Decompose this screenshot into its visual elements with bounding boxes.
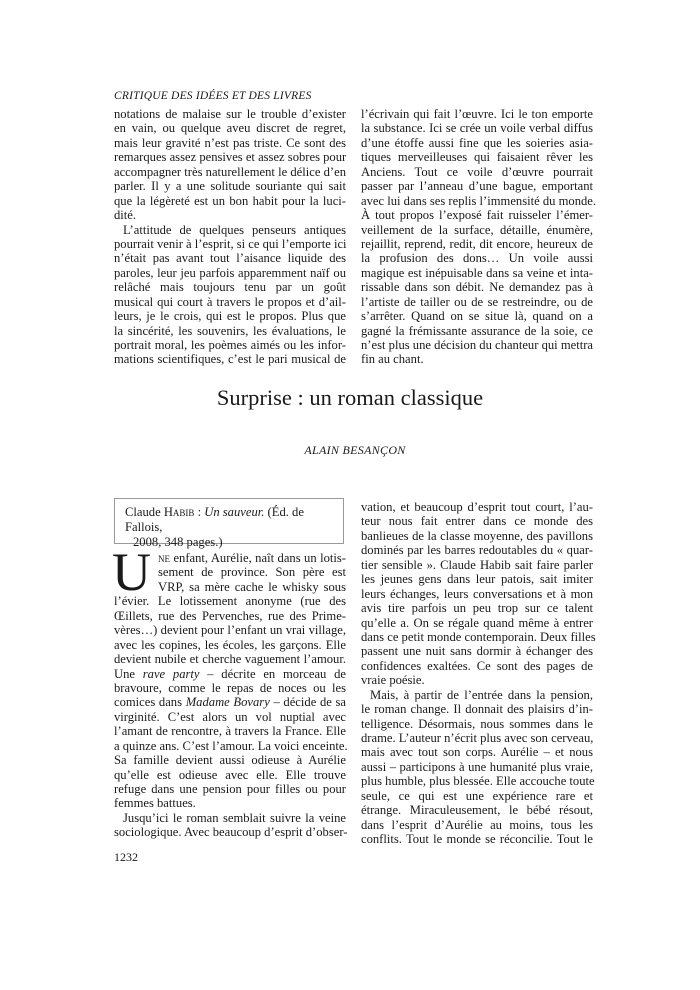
reference-line-1	[125, 505, 335, 535]
book-title: Un sauveur.	[204, 505, 265, 519]
line-text: – décide de sa	[269, 695, 346, 710]
text-line: Sa famille devient aussi odieuse à Aurélie	[114, 753, 346, 768]
text-line: leurs échanges, leurs conversations et à mon	[361, 586, 593, 601]
text-line: telligence. Désormais, nous sommes dans le	[361, 716, 593, 731]
author-first-name: Claude	[125, 505, 164, 519]
text-line	[114, 551, 346, 565]
text-line: en vain, ou quelque aveu discret de regret,	[114, 121, 346, 136]
text-line: passer par l’anneau d’une bague, emportant	[361, 179, 593, 194]
text-line: Œillets, rue des Pervenches, rue des Prime-	[114, 608, 346, 623]
text-line: seule, ce qui est une expérience rare et	[361, 788, 593, 803]
text-line: la sincérité, les souvenirs, les évaluations, le	[114, 323, 346, 338]
text-line: aussi – participons à une humanité plus vraie,	[361, 759, 593, 774]
running-head: CRITIQUE DES IDÉES ET DES LIVRES	[114, 90, 312, 102]
text-line: Anciens. Tout ce voile d’œuvre pourrait	[361, 164, 593, 179]
text-line: Jusqu’ici le roman semblait suivre la veine	[123, 810, 346, 825]
text-line: paroles, leur jeu parfois apparemment naïf ou	[114, 265, 346, 280]
text-line: notations de malaise sur le trouble d’exister	[114, 107, 346, 121]
book-reference-box	[114, 498, 344, 549]
text-line: VRP, sa mère cache le whisky sous	[158, 579, 346, 594]
text-line: s’arrêter. Quand on se situe là, quand on a	[361, 309, 593, 324]
italic-title: rave party	[142, 666, 200, 681]
reference-line-2: 2008, 348 pages.)	[133, 535, 223, 549]
text-line: pourrait venir à l’esprit, si ce qui l’emporte ici	[114, 236, 347, 251]
text-line: leurs, je le crois, qui est le propos. Plus que	[114, 309, 346, 324]
text-line: l’évier. Le lotissement anonyme (rue des	[114, 594, 346, 609]
text-line: portrait moral, les poèmes aimés ou les infor-	[114, 338, 346, 352]
text-line: sement de province. Son père est	[158, 565, 346, 580]
text-line: magique est inépuisable dans sa veine et inta-	[361, 265, 593, 280]
text-line: L’attitude de quelques penseurs antiques	[123, 222, 346, 237]
text-line: avec lui dans ses replis l’immensité du monde.	[361, 193, 597, 208]
text-line: plus humble, plus blessée. Elle accouche toute	[361, 774, 595, 789]
text-line: conflits. Tout le monde se réconcilie. Tout le	[361, 832, 593, 847]
text-line: la substance. Ici se crée un voile verbal diffus	[361, 121, 593, 136]
text-line: teur nous fait entrer dans ce monde des	[361, 514, 593, 529]
text-line: dité.	[114, 208, 137, 223]
column-top-left	[114, 107, 346, 367]
text-line: musical qui court à travers le propos et d’ail-	[114, 294, 346, 309]
italic-title: Madame Bovary	[185, 695, 270, 710]
text-line: passent une nuit sans dormir à échanger des	[361, 644, 593, 659]
text-line	[114, 667, 346, 681]
text-line: parler. Il y a une solitude souriante qui sait	[114, 179, 346, 194]
text-line: relâché mais toujours tenu par un goût	[114, 280, 346, 295]
text-line: gagné la frémissante assurance de la soie, ce	[361, 323, 593, 338]
separator: :	[194, 505, 205, 519]
text-line: rissable dans son débit. Ne demandez pas à	[361, 280, 593, 295]
text-line: mais leur gravité n’est pas triste. Ce sont des	[114, 135, 346, 150]
small-caps-word: ne	[158, 551, 170, 565]
text-line: refuge dans une pension pour filles ou pour	[114, 782, 346, 796]
text-line: d’une étoffe aussi fine que les soieries asia-	[361, 135, 593, 150]
text-line: étrange. Miraculeusement, le bébé résout,	[361, 803, 593, 818]
line-text: comices dans	[114, 695, 186, 710]
article-title: Surprise : un roman classique	[216, 385, 484, 410]
text-line: les jeunes gens dans leur patois, sait imiter	[361, 572, 593, 587]
article-column-right	[361, 500, 596, 847]
article-column-left	[114, 551, 346, 840]
article-author: ALAIN BESANÇON	[304, 443, 406, 457]
text-line: veillement de la surface, détaille, énumère,	[361, 222, 593, 237]
text-line: bravoure, comme le repas de noces ou les	[114, 680, 346, 695]
text-line: À tout propos l’exposé fait ruisseler l’émer-	[361, 208, 593, 223]
line-text: – décrite en morceau de	[199, 666, 346, 681]
text-line: accompagner très naturellement le délice d’en	[114, 164, 346, 179]
line-text: Une	[114, 666, 143, 681]
text-line: l’écrivain qui fait l’œuvre. Ici le ton emporte	[361, 107, 593, 121]
column-top-right	[361, 107, 597, 367]
text-line: fin au chant.	[361, 352, 424, 367]
text-line: tiques merveilleuses qui faisaient rêver les	[361, 150, 593, 165]
line-text: enfant, Aurélie, naît dans un lotis-	[170, 551, 346, 565]
text-line: que la légèreté est un bon habit pour la luci-	[114, 193, 346, 208]
text-line: Mais, à partir de l’entrée dans la pension,	[370, 687, 593, 702]
text-line: dominés par les barres redoutables du « quar-	[361, 543, 593, 558]
text-line: vraie poésie.	[361, 673, 425, 688]
text-line: mais avec tout son corps. Aurélie – et nous	[361, 745, 593, 760]
text-line: sociologique. Avec beaucoup d’esprit d’obser-	[114, 825, 348, 840]
page-number: 1232	[114, 850, 138, 864]
text-line: qu’elle a. On se régale quand même à entrer	[361, 615, 593, 630]
text-line: dans ce petit monde contemporain. Deux filles	[361, 629, 596, 644]
text-line: dans l’esprit d’Aurélie au moins, tous les	[361, 817, 593, 832]
text-line: mations scientifiques, c’est le pari musical de	[114, 352, 346, 367]
text-line: la profusion des dons… Un voile aussi	[361, 251, 593, 266]
text-line	[114, 695, 346, 709]
text-line: devient nubile et cherche vaguement l’amour.	[114, 652, 346, 667]
text-line: qu’elle est odieuse avec elle. Elle trouve	[114, 767, 346, 782]
text-line: a quinze ans. C’est l’amour. La voici enceinte.	[114, 738, 348, 753]
author-last-name: Habib	[163, 505, 195, 519]
text-line: confidences exaltées. Ce sont des pages de	[361, 658, 593, 673]
text-line: femmes battues.	[114, 796, 196, 811]
text-line: avec les copines, les écoles, les garçons. Elle	[114, 637, 346, 652]
publisher: (Éd. de Fallois,	[125, 505, 304, 534]
text-line: rejaillit, reprend, redit, dit encore, heureux de	[361, 236, 593, 251]
text-line: vation, et beaucoup d’esprit tout court, l’au-	[361, 500, 593, 514]
text-line: le roman change. Il donnait des plaisirs d’in-	[361, 702, 593, 717]
text-line: n’était pas avant tout l’aisance liquide des	[114, 251, 346, 266]
text-line: tier sensible ». Claude Habib sait faire parler	[361, 557, 593, 572]
text-line: drame. L’auteur n’écrit plus avec son cerveau,	[361, 731, 594, 745]
text-line: l’artiste de tailler ou de se restreindre, ou de	[361, 294, 593, 309]
text-line: l’amant de rencontre, à travers la France. Elle	[114, 724, 346, 739]
text-line: virginité. C’est alors un vol nuptial avec	[114, 709, 346, 724]
text-line: remarques assez pensives et assez sobres pour	[114, 150, 347, 165]
text-line: banlieues de la classe moyenne, des pavillons	[361, 528, 593, 543]
text-line: n’est plus une décision du chanteur qui mettra	[361, 338, 593, 352]
drop-cap: U	[112, 542, 151, 602]
text-line: avis tire parfois un peu trop sur ce talent	[361, 601, 593, 616]
text-line: vères…) devient pour l’enfant un vrai village,	[114, 623, 346, 638]
